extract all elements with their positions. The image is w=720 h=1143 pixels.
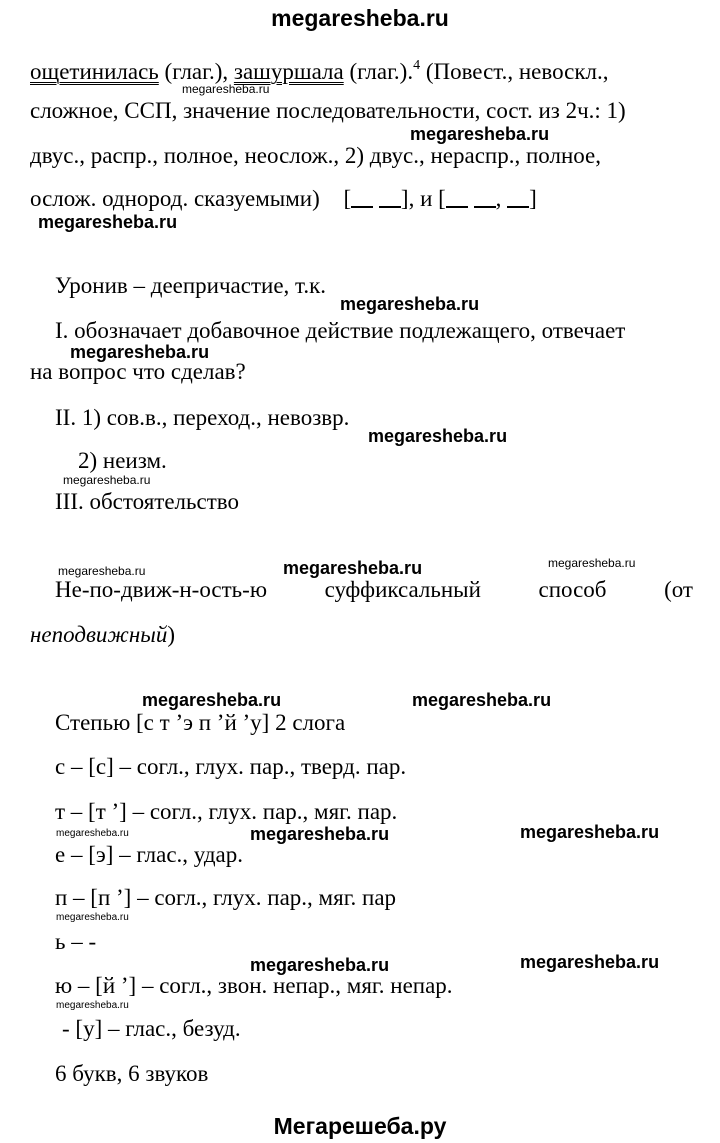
watermark: megaresheba.ru <box>58 564 146 578</box>
text-line: - [у] – глас., безуд. <box>62 1016 241 1041</box>
text-line: е – [э] – глас., удар. <box>55 842 244 867</box>
watermark: megaresheba.ru <box>38 212 178 232</box>
site-footer: Мегарешеба.ру <box>273 1113 447 1139</box>
watermark: megaresheba.ru <box>368 426 508 446</box>
predicate-blank <box>507 190 529 208</box>
watermark: megaresheba.ru <box>283 558 423 578</box>
watermark: megaresheba.ru <box>63 473 151 487</box>
text-line: на вопрос что сделав? <box>30 359 246 384</box>
watermark: megaresheba.ru <box>412 690 552 710</box>
watermark: megaresheba.ru <box>520 822 660 842</box>
watermark: megaresheba.ru <box>56 1000 129 1011</box>
watermark: megaresheba.ru <box>56 912 129 923</box>
text-line: I. обозначает добавочное действие подлежащего, отвечает <box>55 318 626 343</box>
predicate-blank <box>379 190 401 208</box>
watermark: megaresheba.ru <box>410 124 550 144</box>
subject-blank <box>446 190 468 208</box>
text-line: Уронив – деепричастие, т.к. <box>55 273 327 298</box>
text-line: сложное, ССП, значение последовательности, сост. из 2ч.: 1) <box>30 98 626 123</box>
underlined-word: зашуршала <box>233 59 344 84</box>
text-line: с – [с] – согл., глух. пар., тверд. пар. <box>55 754 407 779</box>
text-line: неподвижный) <box>30 622 175 647</box>
site-header: megaresheba.ru <box>271 5 449 31</box>
text-line: 6 букв, 6 звуков <box>55 1061 209 1086</box>
watermark: megaresheba.ru <box>250 955 390 975</box>
text-line: ощетинилась (глаг.), зашуршала (глаг.).$^4$ (Повест., невоскл., <box>30 58 609 84</box>
watermark: megaresheba.ru <box>56 828 129 839</box>
text-line: Степью [с т ’э п ’й ’у] 2 слога <box>55 710 346 735</box>
text-line: 2) неизм. <box>78 448 167 473</box>
watermark: megaresheba.ru <box>340 294 480 314</box>
watermark: megaresheba.ru <box>548 556 636 570</box>
text-line: III. обстоятельство <box>55 489 239 514</box>
watermark: megaresheba.ru <box>182 82 270 96</box>
watermark: megaresheba.ru <box>70 342 210 362</box>
text-line: Не-по-движ-н-ость-ю суффиксальный способ (от <box>55 577 693 602</box>
text-line: п – [п ’] – согл., глух. пар., мяг. пар <box>55 885 397 910</box>
footnote-mark: 4 <box>413 58 421 73</box>
underlined-word: ощетинилась <box>30 59 159 84</box>
morpheme-word: Не-по-движ-н-ость-ю <box>55 577 267 602</box>
predicate-blank <box>474 190 496 208</box>
subject-blank <box>351 190 373 208</box>
text-line: т – [т ’] – согл., глух. пар., мяг. пар. <box>55 799 398 824</box>
text-line: ослож. однород. сказуемыми) [ ], и [ , ] <box>30 186 537 211</box>
watermark: megaresheba.ru <box>250 824 390 844</box>
watermark: megaresheba.ru <box>142 690 282 710</box>
text-line: ю – [й ’] – согл., звон. непар., мяг. непар. <box>55 973 453 998</box>
text-line: ь – - <box>55 929 97 954</box>
text-line: II. 1) сов.в., переход., невозвр. <box>55 405 350 430</box>
watermark: megaresheba.ru <box>520 952 660 972</box>
text-line: двус., распр., полное, неослож., 2) двус., нераспр., полное, <box>30 143 602 168</box>
